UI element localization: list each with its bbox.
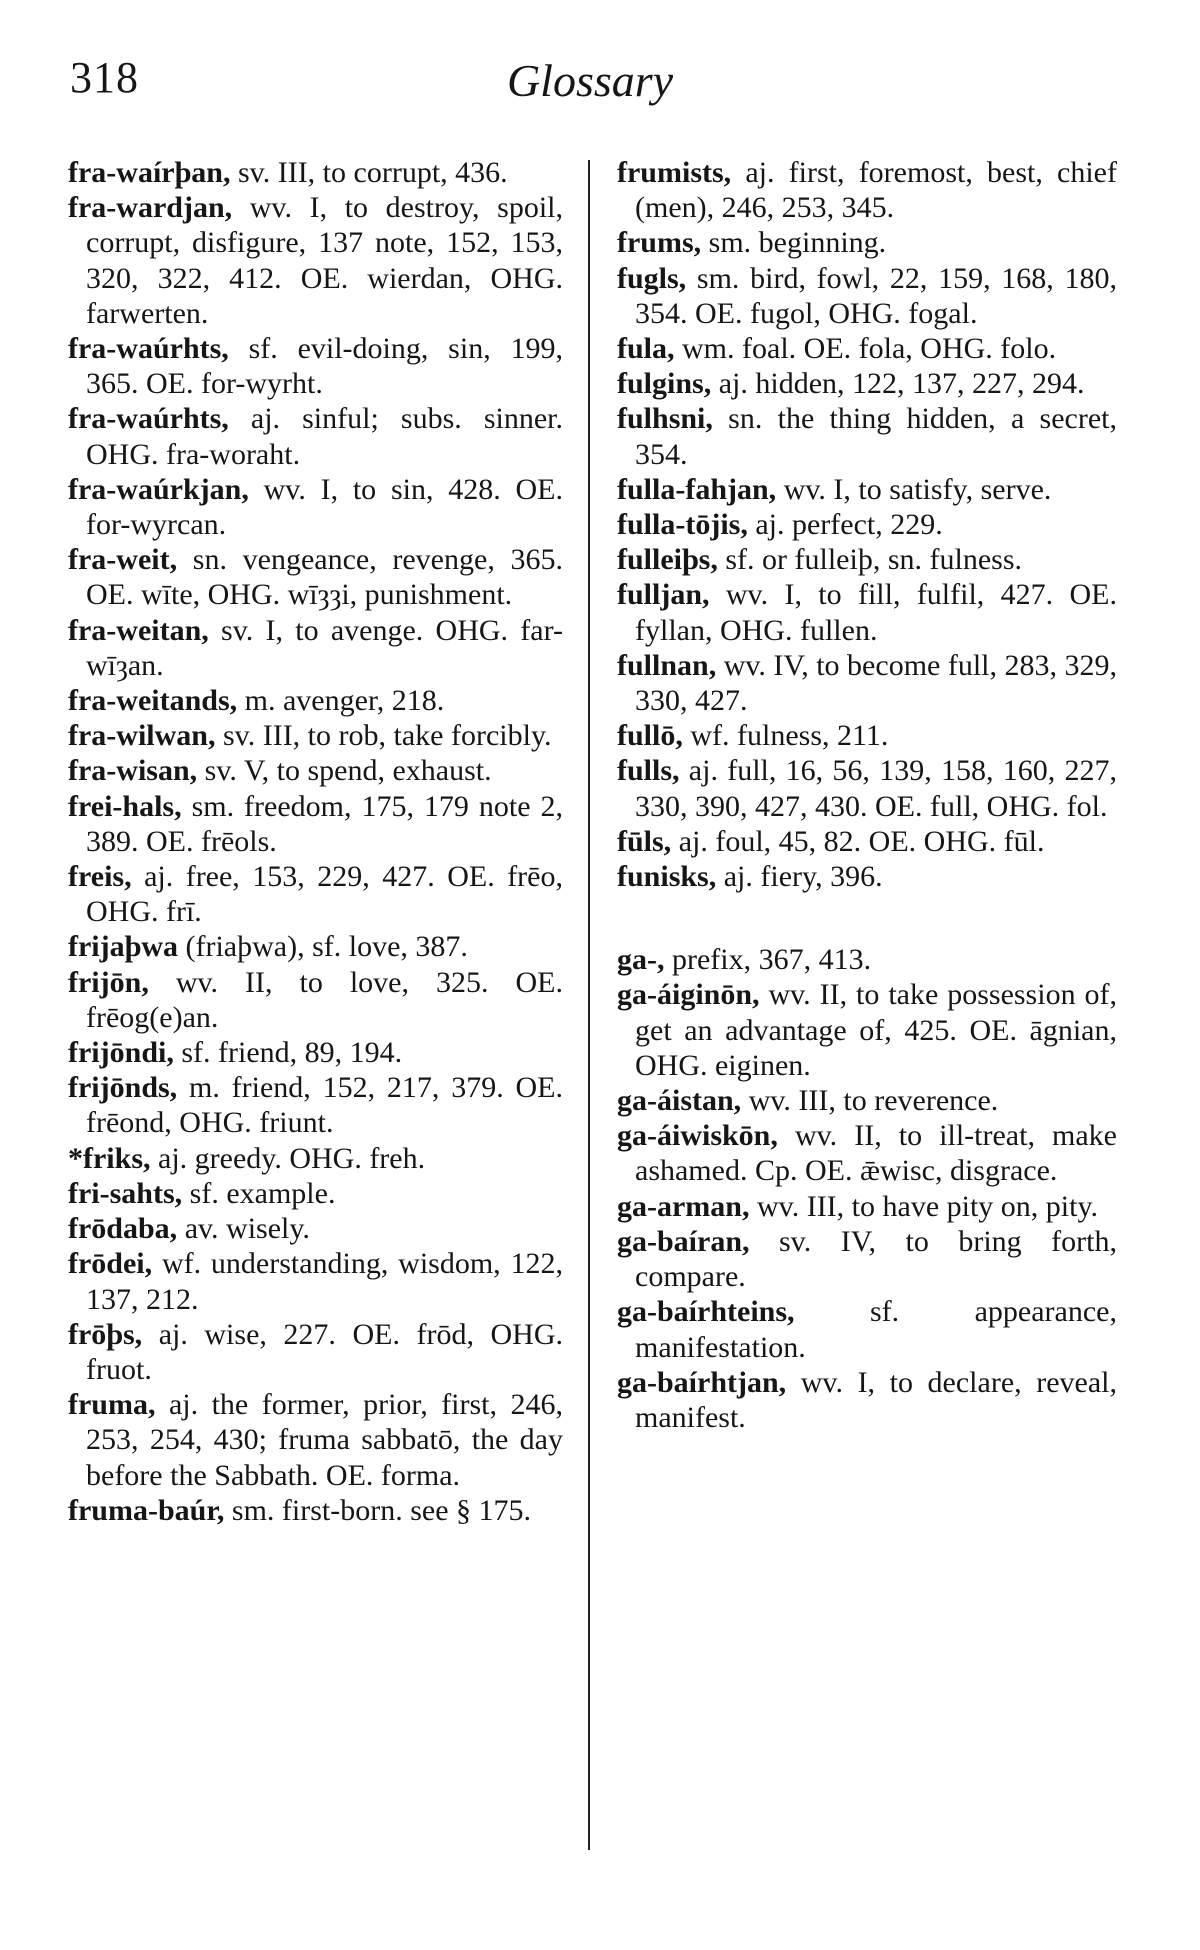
entry-definition: prefix, 367, 413. (664, 943, 872, 977)
entry-headword: freis, (68, 860, 132, 894)
glossary-entry (617, 1189, 1117, 1224)
glossary-entry (617, 977, 1117, 1083)
entry-definition: sm. freedom, 175, 179 note 2, 389. OE. frēols. (86, 789, 563, 858)
entry-headword: fulhsni, (617, 402, 713, 436)
glossary-entry (68, 683, 563, 718)
glossary-column-left (68, 155, 563, 1528)
glossary-entry (68, 1317, 563, 1387)
entry-definition: aj. sinful; subs. sinner. OHG. fra-woraht. (86, 402, 563, 471)
entry-definition: wv. II, to ill-treat, make ashamed. Cp. OE. ǣwisc, disgrace. (635, 1119, 1117, 1188)
entry-headword: fra-waírþan, (68, 156, 231, 189)
entry-definition: wm. foal. OE. fola, OHG. folo. (674, 332, 1057, 366)
entry-definition: wv. III, to have pity on, pity. (749, 1189, 1099, 1223)
glossary-entry (68, 789, 563, 859)
entry-headword: ga-, (617, 943, 665, 977)
entry-definition: aj. fiery, 396. (716, 860, 883, 894)
entry-headword: fulgins, (617, 367, 712, 401)
entry-headword: fugls, (617, 261, 687, 295)
glossary-entry (617, 753, 1117, 823)
entry-definition: wv. II, to take possession of, get an advantage of, 425. OE. āgnian, OHG. eiginen. (635, 978, 1117, 1082)
entry-definition: wf. fulness, 211. (682, 719, 889, 753)
entry-definition: sf. appearance, manifestation. (635, 1295, 1117, 1364)
entry-definition: wv. I, to fill, fulfil, 427. OE. fyllan, OHG. fullen. (635, 578, 1117, 647)
entry-headword: frōþs, (68, 1317, 143, 1351)
entry-definition: aj. free, 153, 229, 427. OE. frēo, OHG. frī. (86, 860, 563, 929)
entry-headword: funisks, (617, 860, 717, 894)
glossary-entry (68, 753, 563, 788)
entry-definition: aj. the former, prior, first, 246, 253, 254, 430; fruma sabbatō, the day before the Sabbath. OE. forma. (86, 1388, 563, 1492)
glossary-entry (68, 331, 563, 401)
entry-headword: frums, (617, 226, 702, 260)
entry-headword: *friks, (68, 1141, 151, 1175)
glossary-entry (68, 1176, 563, 1211)
glossary-entry (68, 1493, 563, 1528)
entry-headword: frijōnds, (68, 1071, 178, 1105)
glossary-entry (617, 472, 1117, 507)
entry-definition: sv. IV, to bring forth, compare. (635, 1224, 1117, 1294)
entry-headword: fra-wisan, (68, 754, 198, 788)
glossary-entry (68, 1035, 563, 1070)
glossary-entry (617, 261, 1117, 331)
entry-headword: fra-waúrkjan, (68, 472, 249, 506)
entry-headword: fūls, (617, 824, 672, 858)
page-header (0, 52, 1200, 122)
glossary-entry (68, 929, 563, 964)
entry-headword: fra-wilwan, (68, 719, 216, 753)
glossary-entry (617, 542, 1117, 577)
entry-definition: wv. I, to sin, 428. OE. for-wyrcan. (86, 472, 563, 542)
running-title: Glossary (506, 55, 674, 106)
entry-definition: aj. full, 16, 56, 139, 158, 160, 227, 330, 390, 427, 430. OE. full, OHG. fol. (635, 754, 1117, 823)
entry-headword: fra-waúrhts, (68, 402, 229, 436)
glossary-entry (68, 542, 563, 612)
entry-definition: av. wisely. (177, 1212, 310, 1246)
entry-definition: aj. foul, 45, 82. OE. OHG. fūl. (671, 824, 1045, 858)
column-divider (588, 160, 590, 1850)
entry-definition: sf. friend, 89, 194. (173, 1036, 403, 1070)
entry-headword: fullnan, (617, 648, 717, 682)
entry-headword: frijōn, (68, 965, 149, 999)
glossary-entry (617, 1365, 1117, 1435)
glossary-entry (617, 859, 1117, 894)
entry-definition: sv. I, to avenge. OHG. far-wīȝan. (86, 613, 563, 682)
entry-headword: frijaþwa (68, 930, 178, 964)
glossary-entry (68, 718, 563, 753)
entry-definition: sm. bird, fowl, 22, 159, 168, 180, 354. OE. fugol, OHG. fogal. (635, 261, 1117, 330)
glossary-entry (617, 577, 1117, 647)
glossary-entry (617, 824, 1117, 859)
entry-definition: sf. example. (182, 1176, 336, 1210)
glossary-entry (617, 1118, 1117, 1188)
entry-headword: fra-waúrhts, (68, 332, 229, 366)
glossary-entry (68, 965, 563, 1035)
entry-headword: ga-baíran, (617, 1224, 750, 1258)
glossary-entry (68, 401, 563, 471)
entry-headword: fruma, (68, 1388, 156, 1422)
entry-definition: aj. greedy. OHG. freh. (150, 1141, 426, 1175)
glossary-entry (617, 1083, 1117, 1118)
entry-headword: frōdaba, (68, 1212, 178, 1246)
entry-definition: wv. I, to declare, reveal, manifest. (635, 1365, 1117, 1434)
entry-definition: m. avenger, 218. (237, 684, 445, 718)
entry-definition: sm. first-born. see § 175. (224, 1493, 532, 1527)
entry-definition: m. friend, 152, 217, 379. OE. frēond, OHG. friunt. (86, 1071, 563, 1140)
entry-definition: sv. III, to rob, take forcibly. (215, 719, 552, 753)
glossary-entry (617, 1224, 1117, 1294)
entry-headword: fra-weit, (68, 543, 178, 577)
glossary-entry (617, 648, 1117, 718)
glossary-entry (617, 155, 1117, 225)
glossary-entry (617, 366, 1117, 401)
entry-definition: sv. III, to corrupt, 436. (230, 156, 508, 189)
entry-headword: fulls, (617, 754, 680, 788)
entry-headword: fulla-tōjis, (617, 508, 748, 542)
entry-headword: fra-weitands, (68, 684, 238, 718)
glossary-entry (68, 859, 563, 929)
entry-headword: fulla-fahjan, (617, 472, 777, 506)
entry-headword: ga-áistan, (617, 1084, 742, 1118)
glossary-column-right (617, 155, 1117, 1435)
entry-headword: fra-weitan, (68, 613, 209, 647)
entry-headword: frei-hals, (68, 789, 182, 823)
glossary-entry (68, 1211, 563, 1246)
entry-definition: aj. first, foremost, best, chief (men), 246, 253, 345. (635, 156, 1117, 225)
glossary-entry (617, 942, 1117, 977)
entry-definition: sf. evil-doing, sin, 199, 365. OE. for-wyrht. (86, 332, 563, 401)
entry-definition: aj. perfect, 229. (747, 508, 943, 542)
entry-definition: wv. II, to love, 325. OE. frēog(e)an. (86, 965, 563, 1034)
glossary-entry (68, 1246, 563, 1316)
glossary-entry (617, 718, 1117, 753)
entry-definition: wf. understanding, wisdom, 122, 137, 212. (86, 1247, 563, 1316)
entry-headword: fulleiþs, (617, 543, 718, 577)
entry-headword: fruma-baúr, (68, 1493, 225, 1527)
entry-definition: sm. beginning. (701, 226, 887, 260)
entry-definition: sf. or fulleiþ, sn. fulness. (717, 543, 1022, 577)
glossary-entry (617, 507, 1117, 542)
glossary-entry (68, 155, 563, 190)
entry-headword: frōdei, (68, 1247, 153, 1281)
entry-definition: sv. V, to spend, exhaust. (197, 754, 492, 788)
glossary-entry (68, 1387, 563, 1493)
entry-definition: wv. III, to reverence. (741, 1084, 999, 1118)
entry-definition: wv. I, to destroy, spoil, corrupt, disfigure, 137 note, 152, 153, 320, 322, 412. OE. wierdan, OHG. farwerten. (86, 191, 563, 330)
entry-definition: (friaþwa), sf. love, 387. (177, 930, 468, 964)
glossary-entry (68, 1141, 563, 1176)
page-number: 318 (70, 53, 139, 102)
entry-headword: frijōndi, (68, 1036, 174, 1070)
entry-definition: wv. I, to satisfy, serve. (776, 472, 1052, 506)
entry-headword: frumists, (617, 156, 732, 189)
entry-headword: ga-arman, (617, 1189, 750, 1223)
entry-headword: ga-baírhtjan, (617, 1365, 787, 1399)
entry-definition: sn. vengeance, revenge, 365. OE. wīte, OHG. wīȝȝi, punishment. (86, 543, 563, 612)
glossary-entry (68, 190, 563, 331)
entry-headword: fula, (617, 332, 675, 366)
entry-headword: ga-áiwiskōn, (617, 1119, 778, 1153)
entry-definition: wv. IV, to become full, 283, 329, 330, 427. (635, 648, 1117, 718)
entry-headword: fullō, (617, 719, 683, 753)
entry-headword: fri-sahts, (68, 1176, 183, 1210)
glossary-entry (68, 1070, 563, 1140)
glossary-entry (617, 1294, 1117, 1364)
entry-headword: ga-baírhteins, (617, 1295, 795, 1329)
glossary-entry (617, 331, 1117, 366)
entry-headword: fulljan, (617, 578, 710, 612)
entry-headword: fra-wardjan, (68, 191, 233, 225)
entry-definition: aj. hidden, 122, 137, 227, 294. (711, 367, 1085, 401)
entry-definition: sn. the thing hidden, a secret, 354. (635, 402, 1117, 471)
glossary-entry (68, 472, 563, 542)
glossary-entry (68, 613, 563, 683)
glossary-entry (617, 225, 1117, 260)
entry-headword: ga-áiginōn, (617, 978, 760, 1012)
glossary-entry (617, 401, 1117, 471)
entry-definition: aj. wise, 227. OE. frōd, OHG. fruot. (86, 1317, 563, 1386)
